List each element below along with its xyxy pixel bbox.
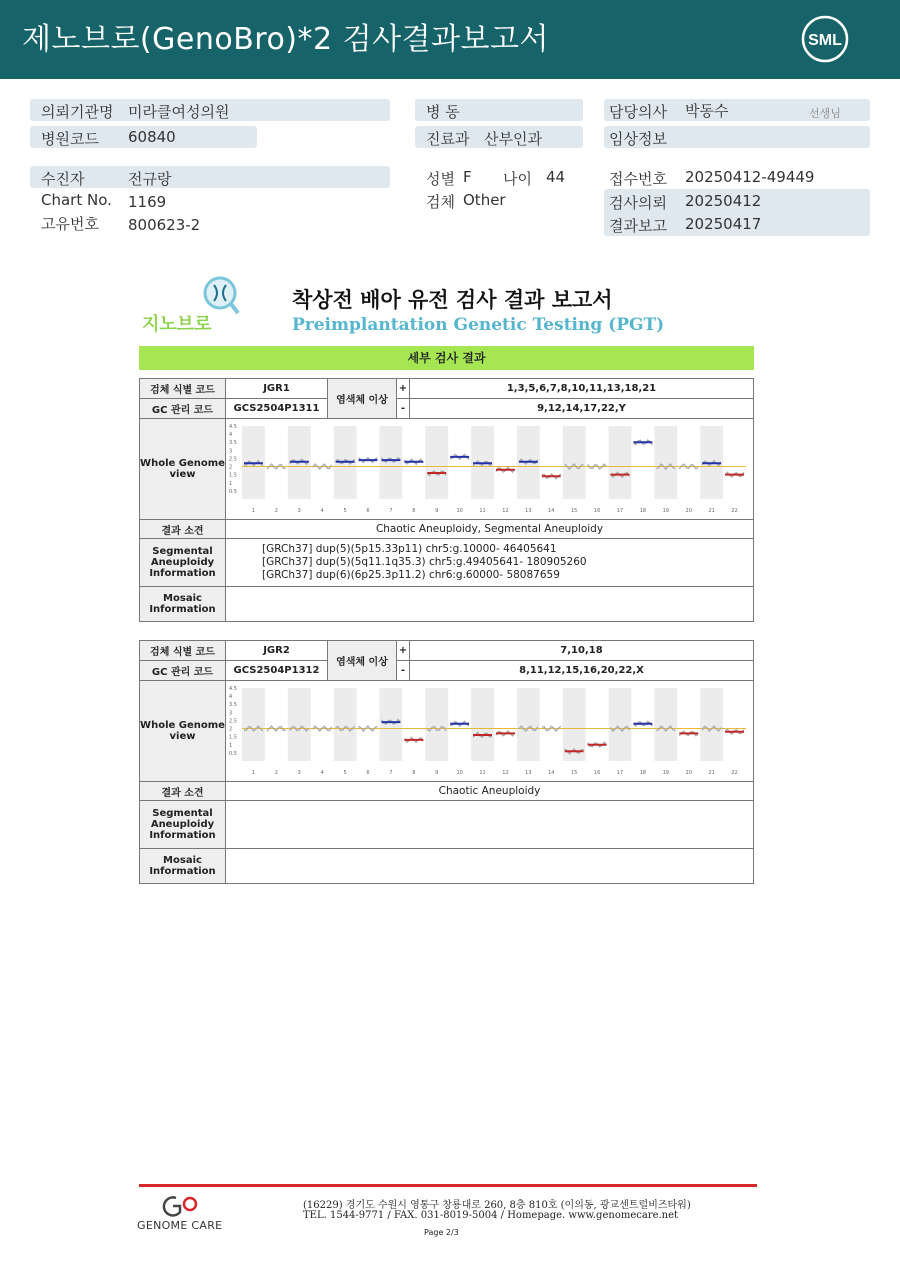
doctor-label: 담당의사 [609,103,667,121]
plus-sign: + [397,379,410,399]
x-tick-label: 14 [548,508,555,514]
whole-genome-cell [226,681,754,782]
segmental-line: [GRCh37] dup(5)(5p15.33p11) chr5:g.10000- 46405641 [262,543,557,555]
page-title: 제노브로(GenoBro)*2 검사결과보고서 [22,22,549,57]
chromosome-band [654,688,677,761]
age-label: 나이 [503,170,532,188]
gc-code-value: GCS2504P1312 [226,661,328,681]
x-tick-label: 8 [412,508,416,514]
finding-label: 결과 소견 [140,782,226,801]
section-title: 세부 검사 결과 [139,346,754,370]
report-header-bar [0,0,900,79]
x-tick-label: 15 [570,770,578,776]
x-tick-label: 5 [343,770,347,776]
x-tick-label: 9 [435,770,439,776]
x-tick-label: 2 [274,770,278,776]
chart-no-label: Chart No. [41,191,112,209]
whole-genome-label: Whole Genome view [140,681,226,782]
chromosome-band [517,688,540,761]
x-tick-label: 9 [435,508,439,514]
mosaic-label: Mosaic Information [140,849,226,884]
chromosome-band [700,688,723,761]
y-tick-label: 2 [229,464,233,471]
request-value: 20250412 [685,192,762,210]
y-tick-label: 3 [229,710,233,717]
report-subtitle: Preimplantation Genetic Testing (PGT) [292,315,665,335]
x-tick-label: 11 [479,508,486,514]
y-tick-label: 3.5 [229,440,237,447]
x-tick-label: 8 [412,770,416,776]
page-number: Page 2/3 [424,1228,459,1237]
company-contact: TEL. 1544-9771 / FAX. 031-8019-5004 / Homepage. www.genomecare.net [303,1210,679,1221]
company-address: (16229) 경기도 수원시 영통구 창룡대로 260, 8층 810호 (이의동, 광교센트럴비즈타워) [303,1200,691,1211]
x-tick-label: 7 [389,770,393,776]
mosaic-value [226,587,754,622]
x-tick-label: 5 [343,508,347,514]
y-tick-label: 4.5 [229,424,237,430]
y-tick-label: 4 [229,432,233,439]
x-tick-label: 1 [251,770,256,776]
y-tick-label: 0.5 [229,488,237,495]
x-tick-label: 17 [616,508,624,514]
specimen-label: 검체 [426,193,455,211]
x-tick-label: 12 [502,770,509,776]
y-tick-label: 2.5 [229,456,237,463]
chromosome-band [379,688,402,761]
gains-value: 7,10,18 [410,641,754,661]
x-tick-label: 13 [525,770,532,776]
receipt-value: 20250412-49449 [685,168,815,186]
y-tick-label: 1.5 [229,734,237,741]
chromosome-band [242,688,265,761]
y-tick-label: 1 [229,742,233,749]
x-tick-label: 14 [548,770,555,776]
id-label: 고유번호 [41,215,99,233]
whole-genome-chart [226,681,755,778]
x-tick-label: 18 [639,508,647,514]
chromosome-abnormality-label: 염색체 이상 [328,641,397,681]
whole-genome-cell [226,419,754,520]
x-tick-label: 7 [389,508,393,514]
svg-text:지노브로: 지노브로 [142,314,212,335]
x-tick-label: 2 [274,508,278,514]
x-tick-label: 15 [570,508,578,514]
x-tick-label: 10 [456,770,463,776]
company-name: GENOME CARE [137,1219,223,1232]
y-tick-label: 3 [229,448,233,455]
institution-value: 미라클여성의원 [128,103,230,121]
id-value: 800623-2 [128,216,201,234]
finding-value: Chaotic Aneuploidy, Segmental Aneuploidy [226,520,754,539]
chromosome-band [563,426,586,499]
department-label: 진료과 [426,130,470,148]
finding-label: 결과 소견 [140,520,226,539]
chromosome-band [609,688,632,761]
finding-value: Chaotic Aneuploidy [226,782,754,801]
y-tick-label: 3.5 [229,702,237,709]
x-tick-label: 10 [456,508,463,514]
chromosome-band [609,426,632,499]
chromosome-band [425,688,448,761]
segmental-line: [GRCh37] dup(5)(5q11.1q35.3) chr5:g.49405641- 180905260 [262,556,587,568]
receipt-label: 접수번호 [609,170,667,188]
x-tick-label: 6 [366,770,370,776]
chromosome-band [471,688,494,761]
x-tick-label: 21 [708,770,715,776]
footer-divider [139,1184,757,1187]
gains-value: 1,3,5,6,7,8,10,11,13,18,21 [410,379,754,399]
segmental-value [226,539,754,587]
x-tick-label: 19 [662,508,670,514]
doctor-value: 박동수 [685,102,729,120]
chromosome-band [425,426,448,499]
age-value: 44 [546,168,566,186]
sample-code-value: JGR1 [226,379,328,399]
chromosome-band [654,426,677,499]
y-tick-label: 0.5 [229,750,237,757]
sample-code-label: 검체 식별 코드 [140,641,226,661]
chromosome-band [334,688,357,761]
report-date-value: 20250417 [685,215,762,233]
chromosome-band [288,688,311,761]
segmental-value [226,801,754,849]
minus-sign: - [397,661,410,681]
whole-genome-label: Whole Genome view [140,419,226,520]
x-tick-label: 13 [525,508,532,514]
x-tick-label: 11 [479,770,486,776]
department-value: 산부인과 [484,130,542,148]
clinical-label: 임상정보 [609,130,667,148]
ward-label: 병 동 [426,103,460,121]
sml-logo [800,14,850,64]
sex-value: F [463,168,472,186]
genome-care-logo-icon [160,1194,202,1218]
mosaic-label: Mosaic Information [140,587,226,622]
chromosome-abnormality-label: 염색체 이상 [328,379,397,419]
gc-code-value: GCS2504P1311 [226,399,328,419]
x-tick-label: 12 [502,508,509,514]
y-tick-label: 2 [229,726,233,733]
request-label: 검사의뢰 [609,194,667,212]
result-table-1 [139,378,754,622]
institution-label: 의뢰기관명 [41,103,114,121]
gc-code-label: GC 관리 코드 [140,399,226,419]
sample-code-label: 검체 식별 코드 [140,379,226,399]
sex-label: 성별 [426,170,455,188]
sample-code-value: JGR2 [226,641,328,661]
segmental-label: Segmental Aneuploidy Information [140,801,226,849]
x-tick-label: 6 [366,508,370,514]
minus-sign: - [397,399,410,419]
x-tick-label: 20 [685,770,692,776]
genobro-logo [140,275,252,337]
chromosome-band [379,426,402,499]
plus-sign: + [397,641,410,661]
losses-value: 8,11,12,15,16,20,22,X [410,661,754,681]
losses-value: 9,12,14,17,22,Y [410,399,754,419]
patient-value: 전규랑 [128,170,172,188]
svg-text:SML: SML [808,32,842,49]
gc-code-label: GC 관리 코드 [140,661,226,681]
hospital-code-label: 병원코드 [41,130,99,148]
y-tick-label: 4.5 [229,686,237,692]
y-tick-label: 1.5 [229,472,237,479]
y-tick-label: 2.5 [229,718,237,725]
y-tick-label: 1 [229,480,233,487]
x-tick-label: 3 [297,508,301,514]
x-tick-label: 18 [639,770,647,776]
mosaic-value [226,849,754,884]
x-tick-label: 16 [593,508,601,514]
x-tick-label: 16 [593,770,601,776]
y-tick-label: 4 [229,694,233,701]
chart-no-value: 1169 [128,193,167,211]
result-table-2 [139,640,754,884]
patient-label: 수진자 [41,170,85,188]
specimen-value: Other [463,191,506,209]
x-tick-label: 22 [731,508,738,514]
x-tick-label: 3 [297,770,301,776]
doctor-suffix: 선생님 [809,107,841,120]
x-tick-label: 22 [731,770,738,776]
report-title: 착상전 배아 유전 검사 결과 보고서 [292,288,613,312]
x-tick-label: 20 [685,508,692,514]
segmental-label: Segmental Aneuploidy Information [140,539,226,587]
x-tick-label: 19 [662,770,670,776]
segmental-line: [GRCh37] dup(6)(6p25.3p11.2) chr6:g.60000- 58087659 [262,569,560,581]
report-date-label: 결과보고 [609,217,667,235]
whole-genome-chart [226,419,755,516]
x-tick-label: 4 [320,770,324,776]
x-tick-label: 17 [616,770,624,776]
hospital-code-value: 60840 [128,128,176,146]
x-tick-label: 4 [320,508,324,514]
x-tick-label: 1 [251,508,256,514]
x-tick-label: 21 [708,508,715,514]
